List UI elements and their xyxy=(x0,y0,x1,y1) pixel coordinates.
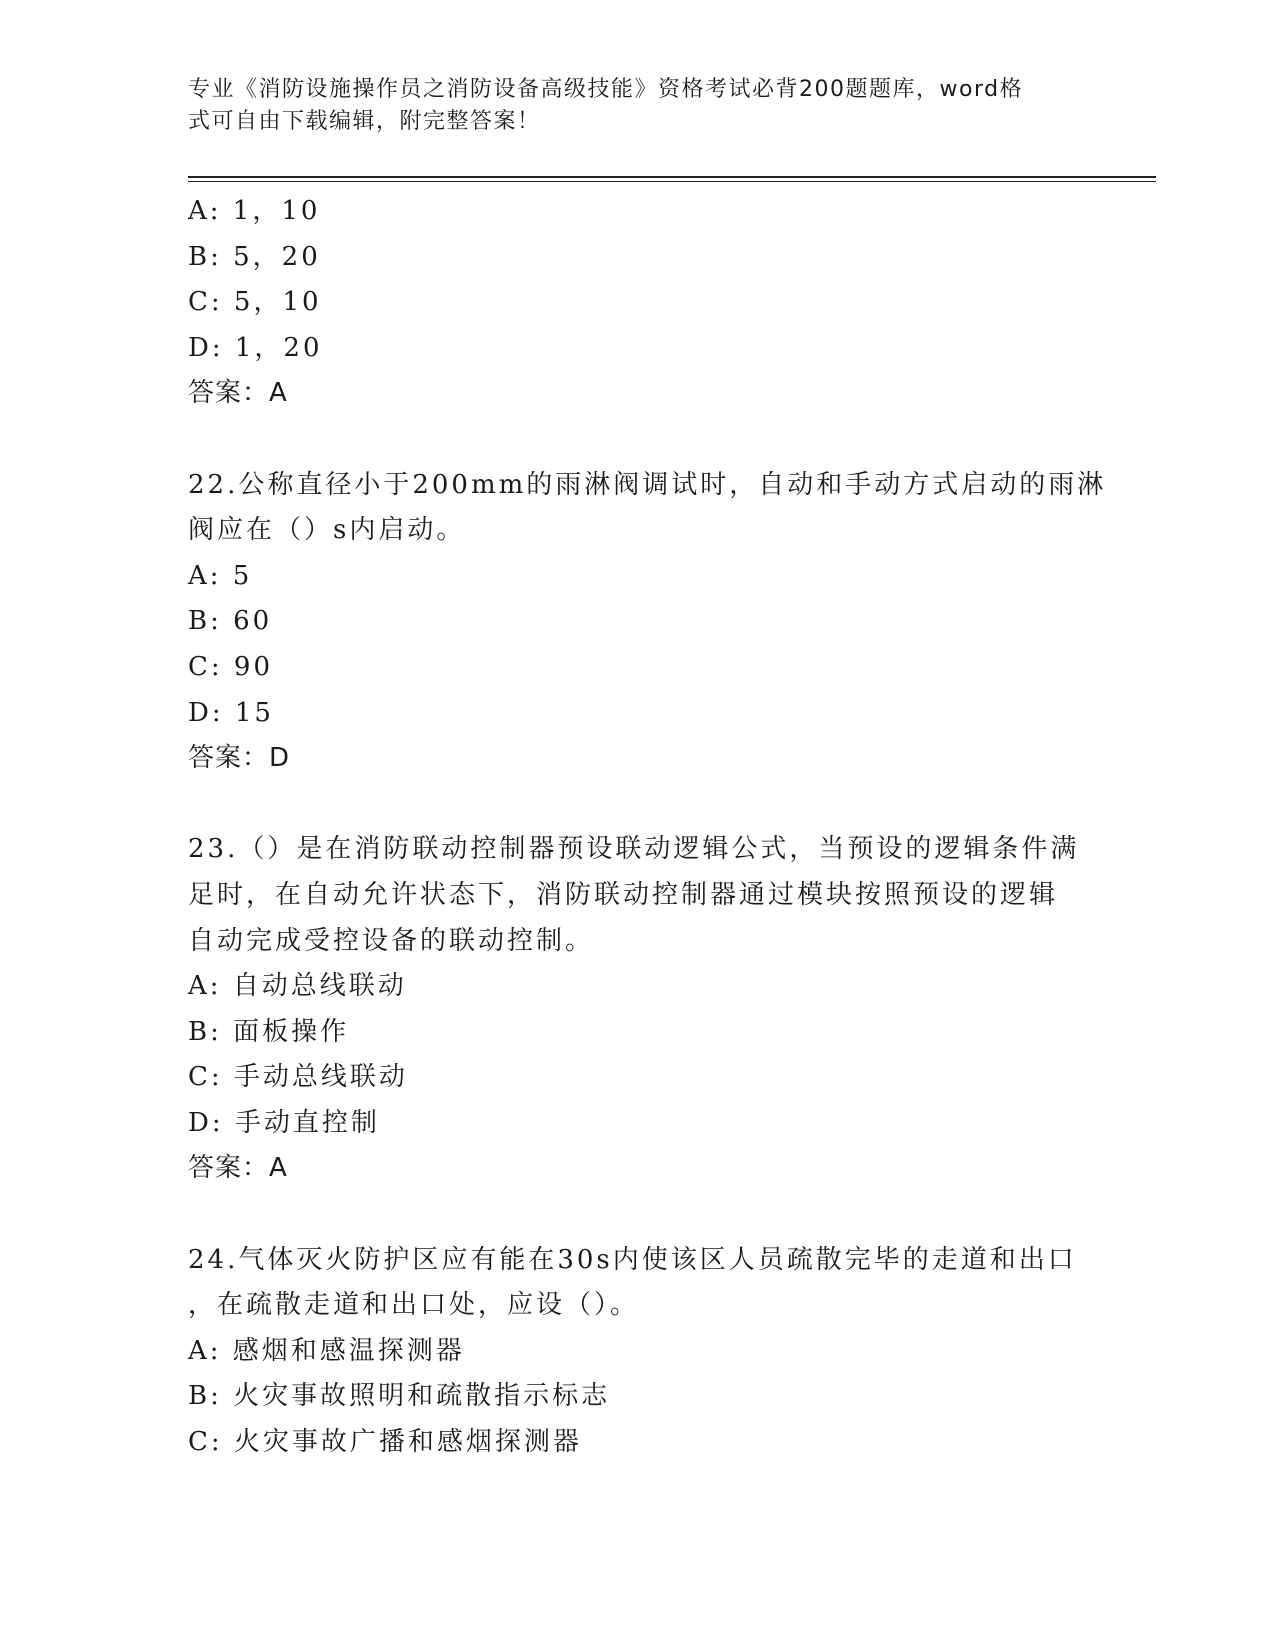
option-a: A: 自动总线联动 xyxy=(188,971,407,1002)
option-c: C: 手动总线联动 xyxy=(188,1062,408,1093)
question-21-tail xyxy=(188,189,1088,417)
option-a: A: 1，10 xyxy=(188,196,321,226)
option-b: B: 面板操作 xyxy=(188,1016,350,1047)
question-stem: 24.气体灭火防护区应有能在30s内使该区人员疏散完毕的走道和出口 xyxy=(188,1244,1077,1275)
answer: 答案：A xyxy=(188,378,288,409)
header-line-1: 专业《消防设施操作员之消防设备高级技能》资格考试必背200题题库，word格 xyxy=(188,77,1024,102)
option-a: A: 感烟和感温探测器 xyxy=(188,1335,465,1366)
option-c: C: 90 xyxy=(188,651,274,682)
header-line-2: 式可自由下载编辑，附完整答案！ xyxy=(188,109,541,134)
answer: 答案：A xyxy=(188,1153,288,1184)
question-stem: 23.（）是在消防联动控制器预设联动逻辑公式，当预设的逻辑条件满 xyxy=(188,834,1080,865)
option-c: C: 火灾事故广播和感烟探测器 xyxy=(188,1427,582,1458)
question-stem: 自动完成受控设备的联动控制。 xyxy=(188,925,595,956)
option-d: D: 1，20 xyxy=(188,332,323,363)
option-b: B: 5，20 xyxy=(188,241,321,272)
answer: 答案：D xyxy=(188,743,291,774)
option-d: D: 15 xyxy=(188,697,274,728)
question-23 xyxy=(188,827,1088,1192)
question-stem: ，在疏散走道和出口处，应设（）。 xyxy=(188,1290,640,1321)
option-a: A: 5 xyxy=(188,560,253,591)
document-header xyxy=(188,74,1068,138)
question-24 xyxy=(188,1238,1088,1466)
question-list xyxy=(188,189,1107,1466)
option-c: C: 5，10 xyxy=(188,287,322,318)
question-stem: 足时，在自动允许状态下，消防联动控制器通过模块按照预设的逻辑 xyxy=(188,879,1059,910)
option-b: B: 火灾事故照明和疏散指示标志 xyxy=(188,1381,611,1412)
question-stem: 阀应在（）s内启动。 xyxy=(188,515,466,546)
option-b: B: 60 xyxy=(188,606,273,637)
option-d: D: 手动直控制 xyxy=(188,1107,380,1138)
question-stem: 22.公称直径小于200mm的雨淋阀调试时，自动和手动方式启动的雨淋 xyxy=(188,469,1107,500)
header-divider xyxy=(188,176,1156,182)
question-22 xyxy=(188,463,1107,782)
